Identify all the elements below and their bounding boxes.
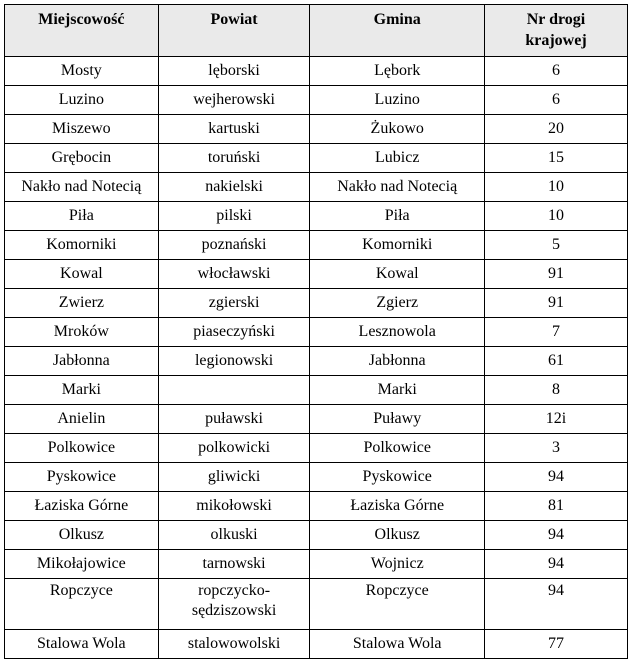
cell-gmina: Kowal bbox=[310, 260, 485, 289]
cell-nr-drogi: 6 bbox=[484, 86, 627, 115]
cell-nr-drogi: 10 bbox=[484, 202, 627, 231]
cell-gmina: Łaziska Górne bbox=[310, 492, 485, 521]
cell-gmina: Żukowo bbox=[310, 115, 485, 144]
cell-nr-drogi: 81 bbox=[484, 492, 627, 521]
cell-miejscowosc: Piła bbox=[5, 202, 159, 231]
table-row bbox=[5, 347, 628, 376]
table-row bbox=[5, 492, 628, 521]
cell-nr-drogi: 94 bbox=[484, 463, 627, 492]
cell-nr-drogi: 8 bbox=[484, 376, 627, 405]
cell-nr-drogi: 12i bbox=[484, 405, 627, 434]
cell-miejscowosc: Komorniki bbox=[5, 231, 159, 260]
cell-nr-drogi: 94 bbox=[484, 550, 627, 579]
cell-powiat: tarnowski bbox=[158, 550, 310, 579]
cell-miejscowosc: Jabłonna bbox=[5, 347, 159, 376]
table-row bbox=[5, 434, 628, 463]
cell-miejscowosc: Stalowa Wola bbox=[5, 630, 159, 659]
header-miejscowosc: Miejscowość bbox=[5, 5, 159, 57]
cell-nr-drogi: 91 bbox=[484, 260, 627, 289]
cell-powiat: mikołowski bbox=[158, 492, 310, 521]
table-row bbox=[5, 173, 628, 202]
cell-miejscowosc: Pyskowice bbox=[5, 463, 159, 492]
cell-gmina: Marki bbox=[310, 376, 485, 405]
table-row bbox=[5, 318, 628, 347]
table-row bbox=[5, 202, 628, 231]
cell-powiat bbox=[158, 376, 310, 405]
cell-miejscowosc: Grębocin bbox=[5, 144, 159, 173]
cell-gmina: Lubicz bbox=[310, 144, 485, 173]
cell-miejscowosc: Zwierz bbox=[5, 289, 159, 318]
cell-nr-drogi: 3 bbox=[484, 434, 627, 463]
cell-powiat: gliwicki bbox=[158, 463, 310, 492]
cell-gmina: Pyskowice bbox=[310, 463, 485, 492]
cell-miejscowosc: Anielin bbox=[5, 405, 159, 434]
cell-miejscowosc: Mikołajowice bbox=[5, 550, 159, 579]
cell-gmina: Ropczyce bbox=[310, 579, 485, 630]
cell-miejscowosc: Kowal bbox=[5, 260, 159, 289]
table-row bbox=[5, 521, 628, 550]
cell-nr-drogi: 77 bbox=[484, 630, 627, 659]
header-nr-drogi: Nr drogi krajowej bbox=[484, 5, 627, 57]
cell-gmina: Lesznowola bbox=[310, 318, 485, 347]
cell-gmina: Wojnicz bbox=[310, 550, 485, 579]
roads-table bbox=[4, 4, 628, 659]
table-row bbox=[5, 289, 628, 318]
cell-gmina: Jabłonna bbox=[310, 347, 485, 376]
cell-nr-drogi: 10 bbox=[484, 173, 627, 202]
cell-powiat: puławski bbox=[158, 405, 310, 434]
table-row bbox=[5, 579, 628, 630]
cell-gmina: Polkowice bbox=[310, 434, 485, 463]
cell-nr-drogi: 5 bbox=[484, 231, 627, 260]
cell-miejscowosc: Polkowice bbox=[5, 434, 159, 463]
cell-nr-drogi: 20 bbox=[484, 115, 627, 144]
cell-gmina: Komorniki bbox=[310, 231, 485, 260]
table-row bbox=[5, 405, 628, 434]
table-row bbox=[5, 86, 628, 115]
cell-miejscowosc: Mosty bbox=[5, 57, 159, 86]
cell-nr-drogi: 94 bbox=[484, 579, 627, 630]
cell-powiat: nakielski bbox=[158, 173, 310, 202]
table-row bbox=[5, 376, 628, 405]
cell-gmina: Luzino bbox=[310, 86, 485, 115]
cell-powiat: olkuski bbox=[158, 521, 310, 550]
cell-nr-drogi: 61 bbox=[484, 347, 627, 376]
cell-gmina: Lębork bbox=[310, 57, 485, 86]
cell-miejscowosc: Mroków bbox=[5, 318, 159, 347]
cell-miejscowosc: Olkusz bbox=[5, 521, 159, 550]
cell-powiat: pilski bbox=[158, 202, 310, 231]
table-row bbox=[5, 550, 628, 579]
cell-gmina: Olkusz bbox=[310, 521, 485, 550]
table-body bbox=[5, 57, 628, 659]
table-row bbox=[5, 463, 628, 492]
cell-gmina: Nakło nad Notecią bbox=[310, 173, 485, 202]
cell-nr-drogi: 91 bbox=[484, 289, 627, 318]
table-row bbox=[5, 260, 628, 289]
table-row bbox=[5, 57, 628, 86]
table-row bbox=[5, 144, 628, 173]
cell-nr-drogi: 7 bbox=[484, 318, 627, 347]
cell-gmina: Piła bbox=[310, 202, 485, 231]
cell-powiat: legionowski bbox=[158, 347, 310, 376]
cell-powiat: stalowowolski bbox=[158, 630, 310, 659]
cell-gmina: Zgierz bbox=[310, 289, 485, 318]
cell-gmina: Puławy bbox=[310, 405, 485, 434]
cell-gmina: Stalowa Wola bbox=[310, 630, 485, 659]
cell-powiat: ropczycko-sędziszowski bbox=[158, 579, 310, 630]
cell-miejscowosc: Łaziska Górne bbox=[5, 492, 159, 521]
cell-powiat: włocławski bbox=[158, 260, 310, 289]
header-row bbox=[5, 5, 628, 57]
cell-powiat: polkowicki bbox=[158, 434, 310, 463]
table-row bbox=[5, 630, 628, 659]
cell-powiat: piaseczyński bbox=[158, 318, 310, 347]
cell-powiat: wejherowski bbox=[158, 86, 310, 115]
cell-powiat: lęborski bbox=[158, 57, 310, 86]
header-gmina: Gmina bbox=[310, 5, 485, 57]
cell-miejscowosc: Marki bbox=[5, 376, 159, 405]
cell-miejscowosc: Nakło nad Notecią bbox=[5, 173, 159, 202]
cell-powiat: poznański bbox=[158, 231, 310, 260]
cell-nr-drogi: 94 bbox=[484, 521, 627, 550]
cell-nr-drogi: 15 bbox=[484, 144, 627, 173]
cell-powiat: toruński bbox=[158, 144, 310, 173]
table-row bbox=[5, 115, 628, 144]
cell-miejscowosc: Ropczyce bbox=[5, 579, 159, 630]
cell-powiat: kartuski bbox=[158, 115, 310, 144]
cell-powiat: zgierski bbox=[158, 289, 310, 318]
cell-nr-drogi: 6 bbox=[484, 57, 627, 86]
header-powiat: Powiat bbox=[158, 5, 310, 57]
table-row bbox=[5, 231, 628, 260]
cell-miejscowosc: Luzino bbox=[5, 86, 159, 115]
cell-miejscowosc: Miszewo bbox=[5, 115, 159, 144]
